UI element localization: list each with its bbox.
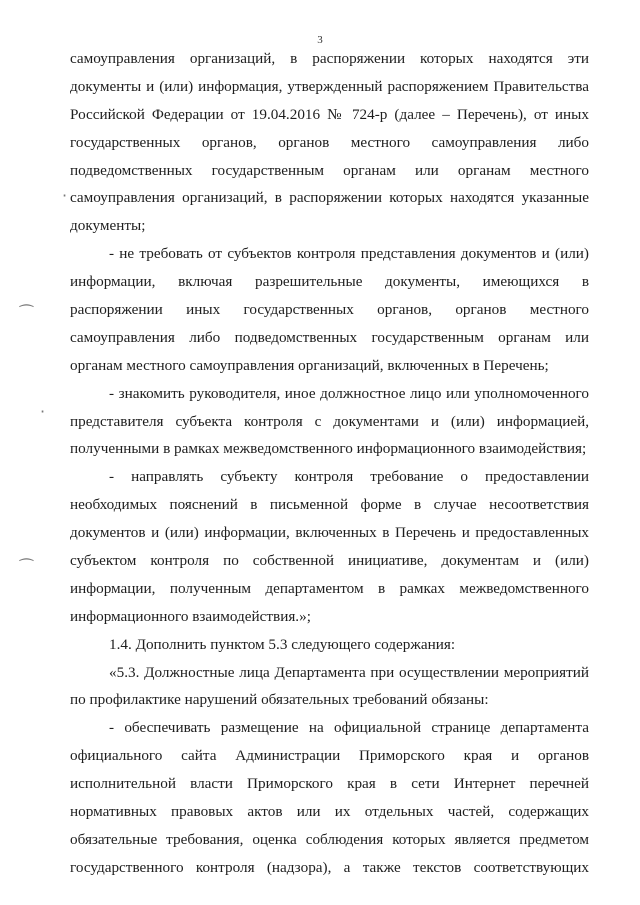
text-line: - не требовать от субъектов контроля представления документов и (или) — [109, 245, 589, 263]
text-line: информационного взаимодействия.»; — [70, 607, 311, 625]
text-line: полученными в рамках межведомственного информационного взаимодействия; — [70, 440, 587, 458]
text-line: документы и (или) информация, утвержденный распоряжением Правительства — [70, 77, 589, 95]
text-line: подведомственных государственным органам или органам местного — [70, 161, 589, 179]
text-line: Российской Федерации от 19.04.2016 № 724-р (далее – Перечень), от иных — [70, 105, 589, 123]
text-line: «5.3. Должностные лица Департамента при осуществлении мероприятий — [109, 663, 589, 681]
text-line: по профилактике нарушений обязательных требований обязаны: — [70, 691, 489, 709]
text-line: - направлять субъекту контроля требование о предоставлении — [109, 468, 589, 486]
text-line: субъектом контроля по собственной инициативе, документам и (или) — [70, 552, 589, 570]
text-line: самоуправления организаций, в распоряжении которых находятся указанные — [70, 189, 589, 207]
margin-mark: ⁀ — [20, 304, 33, 323]
text-line: - знакомить руководителя, иное должностное лицо или уполномоченного — [109, 384, 589, 402]
text-line: информации, полученным департаментом в рамках межведомственного — [70, 579, 589, 597]
margin-mark: ⁀ — [20, 558, 33, 577]
margin-mark: · — [62, 186, 68, 205]
text-line: государственного контроля (надзора), а также текстов соответствующих — [70, 858, 589, 876]
text-line: 1.4. Дополнить пунктом 5.3 следующего содержания: — [109, 635, 456, 653]
text-line: официального сайта Администрации Приморского края и органов — [70, 747, 589, 765]
text-line: представителя субъекта контроля с документами и (или) информацией, — [70, 412, 589, 430]
text-line: нормативных правовых актов или их отдельных частей, содержащих — [70, 803, 589, 821]
text-line: самоуправления либо подведомственных государственным органам или — [70, 328, 589, 346]
text-line: самоуправления организаций, в распоряжении которых находятся эти — [70, 50, 589, 67]
text-line: информации, включая разрешительные документы, имеющихся в — [70, 273, 589, 291]
document-body — [70, 45, 589, 882]
text-line: документов и (или) информации, включенных в Перечень и предоставленных — [70, 524, 589, 542]
text-line: обязательные требования, оценка соблюдения которых является предметом — [70, 830, 589, 848]
text-line: документы; — [70, 217, 146, 235]
text-line: необходимых пояснений в письменной форме в случае несоответствия — [70, 496, 589, 514]
text-line: - обеспечивать размещение на официальной странице департамента — [109, 719, 589, 737]
text-line: распоряжении иных государственных органов, органов местного — [70, 301, 589, 319]
text-line: государственных органов, органов местного самоуправления либо — [70, 133, 589, 151]
margin-mark: · — [40, 402, 46, 421]
page-number: 3 — [317, 34, 323, 46]
text-line: органам местного самоуправления организаций, включенных в Перечень; — [70, 356, 549, 374]
text-line: исполнительной власти Приморского края в сети Интернет перечней — [70, 775, 589, 793]
